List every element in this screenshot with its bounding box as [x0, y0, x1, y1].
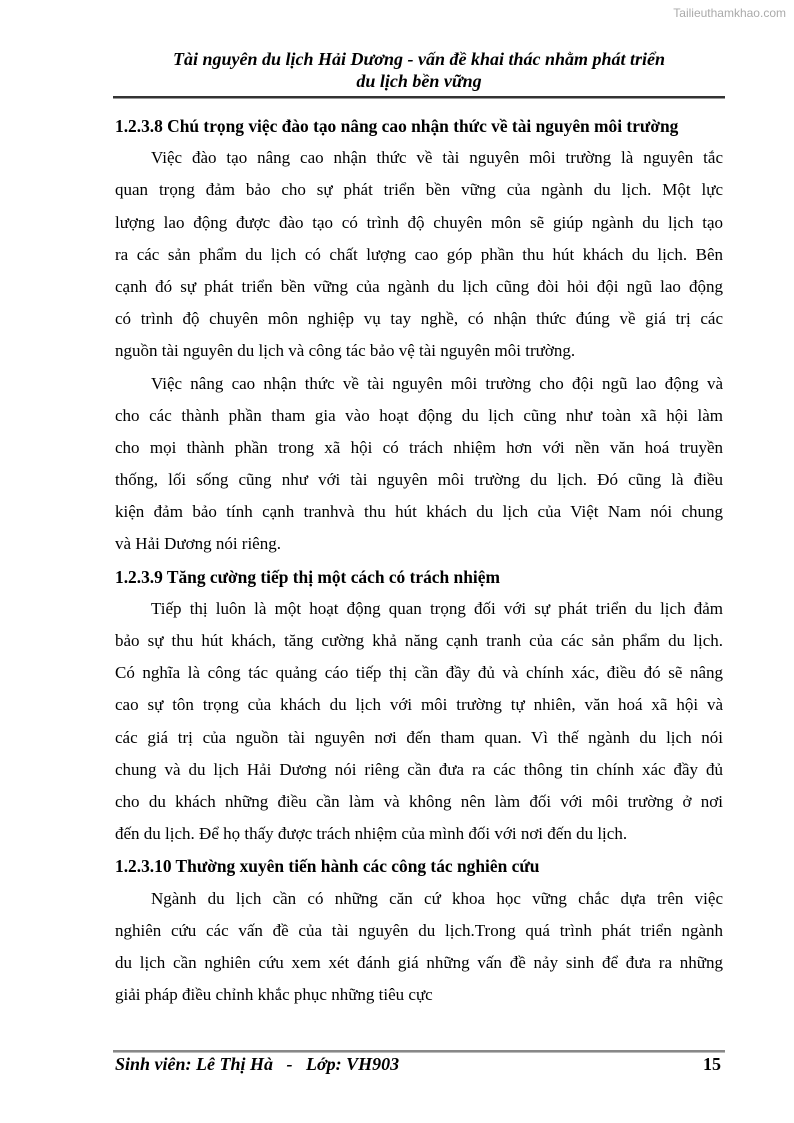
- paragraph-line: và Hải Dương nói riêng.: [115, 534, 281, 554]
- paragraph-line: du lịch cần nghiên cứu xem xét đánh giá những vấn đề nảy sinh để đưa ra những: [115, 952, 723, 972]
- section-heading: 1.2.3.8 Chú trọng việc đào tạo nâng cao nhận thức về tài nguyên môi trường: [115, 116, 679, 136]
- paragraph-line: Ngành du lịch cần có những căn cứ khoa học vững chắc dựa trên việc: [151, 888, 723, 908]
- paragraph: [115, 368, 723, 561]
- header-line-2: du lịch bền vững: [356, 71, 482, 91]
- footer-student-info: Sinh viên: Lê Thị Hà - Lớp: VH903: [115, 1054, 400, 1074]
- paragraph-line: cho mọi thành phần trong xã hội có trách nhiệm hơn với nền văn hoá truyền: [115, 437, 723, 457]
- paragraph-line: giải pháp điều chỉnh khắc phục những tiêu cực: [115, 985, 433, 1005]
- paragraph-line: thống, lối sống cũng như với tài nguyên môi trường du lịch. Đó cũng là điều: [115, 470, 723, 490]
- watermark: Tailieuthamkhao.com: [673, 6, 786, 20]
- paragraph-line: cho các thành phần tham gia vào hoạt động du lịch cũng như toàn xã hội làm: [115, 405, 723, 425]
- paragraph: [115, 593, 723, 851]
- paragraph: [115, 883, 723, 1012]
- page-number: 15: [703, 1054, 721, 1074]
- paragraph-line: cạnh đó sự phát triển bền vững của ngành du lịch cũng đòi hỏi đội ngũ lao động: [115, 276, 723, 296]
- header-line-1: Tài nguyên du lịch Hải Dương - vấn đề khai thác nhằm phát triển: [172, 49, 665, 69]
- paragraph-line: chung và du lịch Hải Dương nói riêng cần đưa ra các thông tin chính xác đầy đủ: [115, 759, 723, 779]
- paragraph-line: bảo sự thu hút khách, tăng cường khả năng cạnh tranh của các sản phẩm du lịch.: [115, 631, 723, 650]
- paragraph-line: cao sự tôn trọng của khách du lịch với môi trường tự nhiên, văn hoá xã hội và: [115, 695, 723, 715]
- running-header: [115, 48, 723, 92]
- paragraph-line: Việc đào tạo nâng cao nhận thức về tài nguyên môi trường là nguyên tắc: [151, 148, 723, 168]
- paragraph: [115, 142, 723, 367]
- footer-rule: [113, 1050, 725, 1053]
- paragraph-line: Tiếp thị luôn là một hoạt động quan trọng đối với sự phát triển du lịch đảm: [151, 598, 723, 618]
- paragraph-line: Việc nâng cao nhận thức về tài nguyên môi trường cho đội ngũ lao động và: [151, 373, 723, 393]
- paragraph-line: các giá trị của nguồn tài nguyên nơi đến tham quan. Vì thế ngành du lịch nói: [115, 727, 723, 747]
- paragraph-line: kiện đảm bảo tính cạnh tranhvà thu hút khách du lịch của Việt Nam nói chung: [115, 502, 723, 522]
- paragraph-line: đến du lịch. Để họ thấy được trách nhiệm của mình đối với nơi đến du lịch.: [115, 824, 628, 844]
- paragraph-line: có trình độ chuyên môn nghiệp vụ tay nghề, có nhận thức đúng về giá trị các: [115, 309, 723, 329]
- paragraph-line: Có nghĩa là công tác quảng cáo tiếp thị cần đầy đủ và chính xác, điều đó sẽ nâng: [115, 663, 723, 683]
- paragraph-line: nghiên cứu các vấn đề của tài nguyên du lịch.Trong quá trình phát triển ngành: [115, 920, 723, 940]
- section-heading: 1.2.3.10 Thường xuyên tiến hành các công tác nghiên cứu: [115, 856, 540, 877]
- paragraph-line: cho du khách những điều cần làm và không nên làm đối với môi trường ở nơi: [115, 791, 723, 811]
- paragraph-line: quan trọng đảm bảo cho sự phát triển bền vững của ngành du lịch. Một lực: [115, 180, 723, 200]
- paragraph-line: ra các sản phẩm du lịch có chất lượng cao góp phần thu hút khách du lịch. Bên: [115, 244, 723, 264]
- footer: [115, 1054, 721, 1075]
- paragraph-line: nguồn tài nguyên du lịch và công tác bảo vệ tài nguyên môi trường.: [115, 341, 576, 361]
- document-body: [115, 110, 723, 1011]
- section-heading: 1.2.3.9 Tăng cường tiếp thị một cách có trách nhiệm: [115, 566, 500, 587]
- paragraph-line: lượng lao động được đào tạo có trình độ chuyên môn sẽ giúp ngành du lịch tạo: [115, 212, 723, 232]
- header-rule: [113, 96, 725, 99]
